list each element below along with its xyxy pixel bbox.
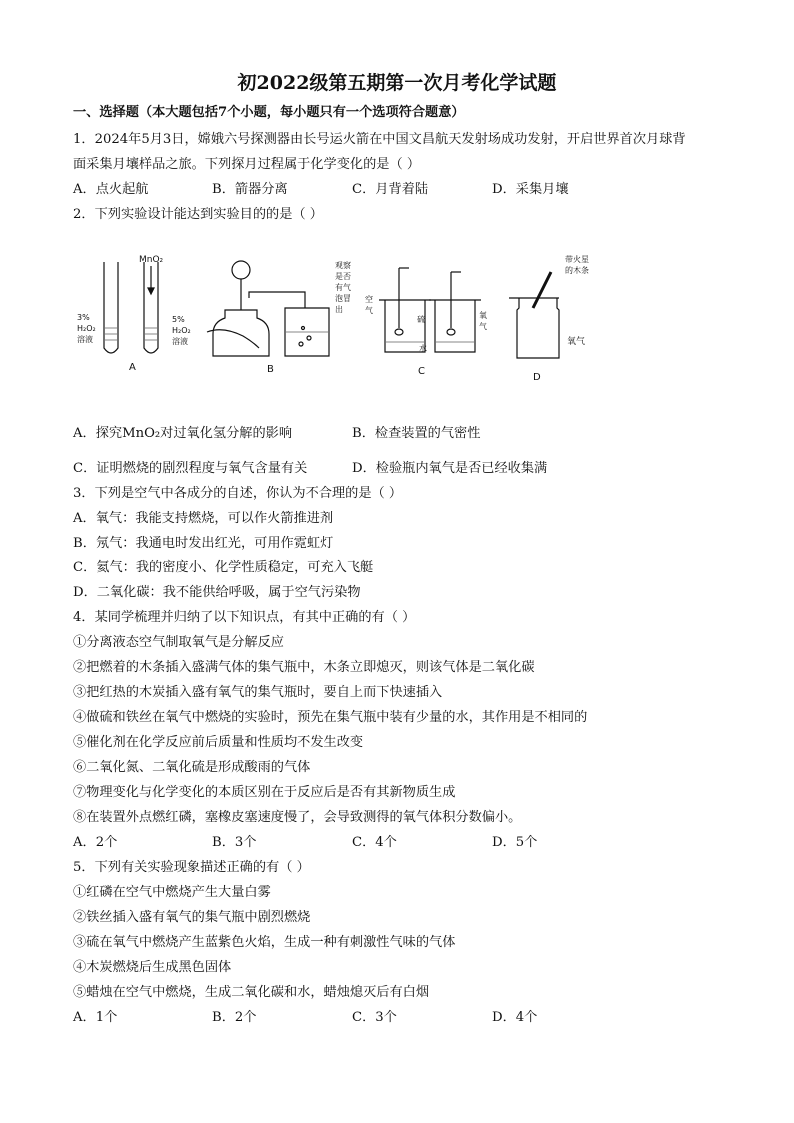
label-sulfur: 硫 <box>417 315 425 324</box>
label-air-1: 空 <box>365 295 373 304</box>
label-oxygen-c-2: 气 <box>479 322 487 331</box>
q5-item-1: ①红磷在空气中燃烧产生大量白雾 <box>73 885 271 900</box>
q5-item-5: ⑤蜡烛在空气中燃烧，生成二氧化碳和水，蜡烛熄灭后有白烟 <box>73 985 430 1000</box>
label-observe-1: 观察 <box>335 261 351 270</box>
q4-item-5: ⑤催化剂在化学反应前后质量和性质均不发生改变 <box>73 735 364 750</box>
label-observe-3: 有气 <box>335 283 351 292</box>
label-splint-2: 的木条 <box>565 266 589 275</box>
q5-option-c[interactable]: C．3个 <box>352 1010 397 1025</box>
q5-stem: 5．下列有关实验现象描述正确的有（ ） <box>73 860 310 875</box>
label-splint-1: 带火星 <box>565 255 589 264</box>
label-oxygen-c-1: 氧 <box>479 311 487 320</box>
q4-option-a[interactable]: A．2个 <box>73 835 118 850</box>
q4-option-d[interactable]: D．5个 <box>492 835 538 850</box>
q2-option-b[interactable]: B．检查装置的气密性 <box>352 426 481 441</box>
q1-stem-line2: 面采集月壤样品之旅。下列探月过程属于化学变化的是（ ） <box>73 157 421 172</box>
figure-c <box>379 268 481 352</box>
label-c: C <box>418 366 425 377</box>
q4-item-8: ⑧在装置外点燃红磷，塞橡皮塞速度慢了，会导致测得的氧气体积分数偏小。 <box>73 810 522 825</box>
section-heading: 一、选择题（本大题包括7个小题，每小题只有一个选项符合题意） <box>73 105 465 120</box>
label-solution-a: 溶液 <box>77 335 93 344</box>
q1-stem-line1: 1．2024年5月3日，嫦娥六号探测器由长号运火箭在中国文昌航天发射场成功发射，开启世界首次月球背 <box>73 132 686 147</box>
q4-item-1: ①分离液态空气制取氧气是分解反应 <box>73 635 284 650</box>
figure-b <box>207 261 329 356</box>
q4-item-6: ⑥二氧化氮、二氧化硫是形成酸雨的气体 <box>73 760 311 775</box>
figure-d <box>509 272 559 358</box>
label-5pct: 5% <box>172 315 185 324</box>
q3-option-a[interactable]: A．氧气：我能支持燃烧，可以作火箭推进剂 <box>73 511 334 526</box>
q2-experiment-figure <box>73 248 673 388</box>
q5-item-4: ④木炭燃烧后生成黑色固体 <box>73 960 232 975</box>
q1-option-b[interactable]: B．箭器分离 <box>212 182 288 197</box>
label-observe-5: 出 <box>335 305 343 314</box>
figure-a <box>104 262 158 353</box>
q2-stem: 2．下列实验设计能达到实验目的的是（ ） <box>73 207 323 222</box>
label-h2o2-b: H₂O₂ <box>172 326 191 335</box>
q5-option-b[interactable]: B．2个 <box>212 1010 257 1025</box>
label-oxygen-d: 氧气 <box>567 337 586 347</box>
q2-option-d[interactable]: D．检验瓶内氧气是否已经收集满 <box>352 461 548 476</box>
q1-option-c[interactable]: C．月背着陆 <box>352 182 429 197</box>
label-observe-4: 泡冒 <box>335 294 351 303</box>
label-water: 水 <box>419 344 427 353</box>
q4-item-2: ②把燃着的木条插入盛满气体的集气瓶中，木条立即熄灭，则该气体是二氧化碳 <box>73 660 535 675</box>
q4-option-b[interactable]: B．3个 <box>212 835 257 850</box>
q4-option-c[interactable]: C．4个 <box>352 835 397 850</box>
page-title: 初2022级第五期第一次月考化学试题 <box>237 72 557 94</box>
q4-stem: 4．某同学梳理并归纳了以下知识点，有其中正确的有（ ） <box>73 610 416 625</box>
q4-item-3: ③把红热的木炭插入盛有氧气的集气瓶时，要自上而下快速插入 <box>73 685 443 700</box>
label-mno2: MnO₂ <box>139 255 164 265</box>
label-h2o2-a: H₂O₂ <box>77 324 96 333</box>
q1-option-d[interactable]: D．采集月壤 <box>492 182 569 197</box>
label-observe-2: 是否 <box>335 272 351 281</box>
label-b: B <box>267 364 274 375</box>
q3-option-d[interactable]: D．二氧化碳：我不能供给呼吸，属于空气污染物 <box>73 585 361 600</box>
q5-option-d[interactable]: D．4个 <box>492 1010 538 1025</box>
q3-option-b[interactable]: B．氖气：我通电时发出红光，可用作霓虹灯 <box>73 536 334 551</box>
q1-option-a[interactable]: A．点火起航 <box>73 182 149 197</box>
q5-item-3: ③硫在氧气中燃烧产生蓝紫色火焰，生成一种有刺激性气味的气体 <box>73 935 456 950</box>
q5-item-2: ②铁丝插入盛有氧气的集气瓶中剧烈燃烧 <box>73 910 311 925</box>
q3-option-c[interactable]: C．氦气：我的密度小、化学性质稳定，可充入飞艇 <box>73 560 374 575</box>
q2-option-c[interactable]: C．证明燃烧的剧烈程度与氧气含量有关 <box>73 461 308 476</box>
label-air-2: 气 <box>365 306 373 315</box>
q4-item-4: ④做硫和铁丝在氧气中燃烧的实验时，预先在集气瓶中装有少量的水，其作用是不相同的 <box>73 710 588 725</box>
label-3pct: 3% <box>77 313 90 322</box>
label-solution-b: 溶液 <box>172 337 188 346</box>
label-a: A <box>129 362 136 373</box>
q4-item-7: ⑦物理变化与化学变化的本质区别在于反应后是否有其新物质生成 <box>73 785 456 800</box>
q3-stem: 3．下列是空气中各成分的自述，你认为不合理的是（ ） <box>73 486 403 501</box>
label-d: D <box>533 372 541 383</box>
q5-option-a[interactable]: A．1个 <box>73 1010 118 1025</box>
q2-option-a[interactable]: A．探究MnO₂对过氧化氢分解的影响 <box>73 426 293 441</box>
